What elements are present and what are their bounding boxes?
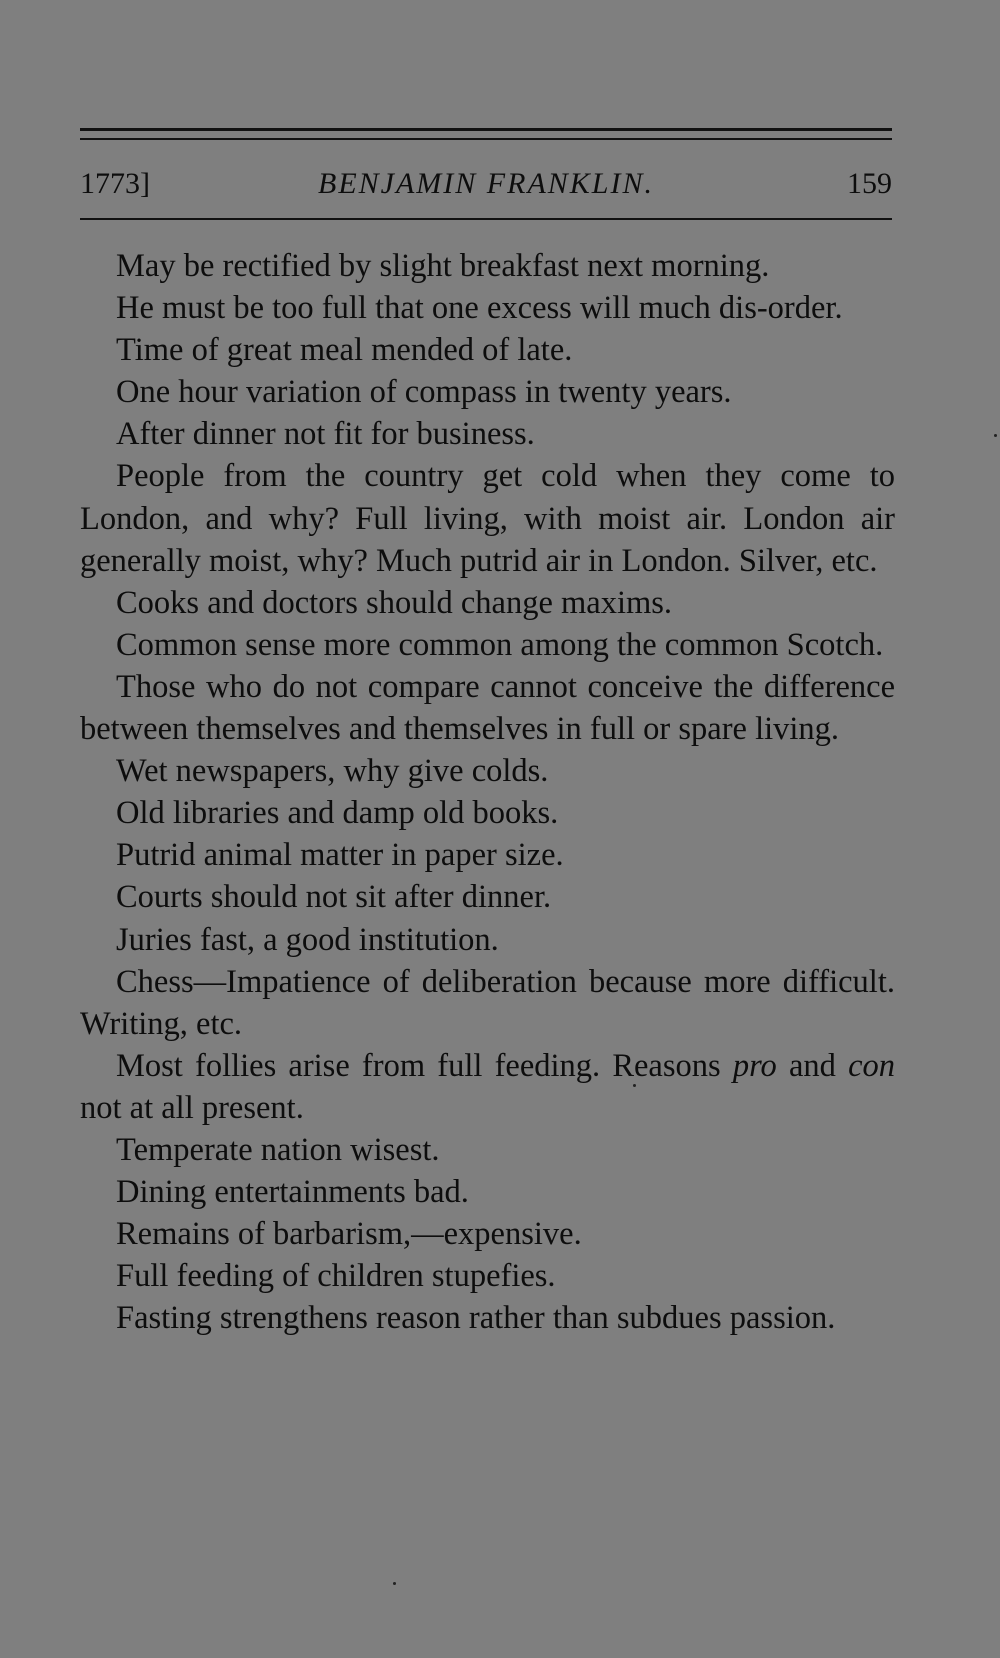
paragraph: Old libraries and damp old books. xyxy=(116,795,559,832)
paragraph: Remains of barbarism,—expensive. xyxy=(116,1216,582,1253)
head-rule xyxy=(80,218,892,220)
paragraph: Those who do not compare cannot conceive the difference between themselves and themselves in full or spare living. xyxy=(80,668,895,748)
paragraph: Fasting strengthens reason rather than subdues passion. xyxy=(116,1300,836,1337)
paragraph: Dining entertainments bad. xyxy=(116,1174,469,1211)
top-rule xyxy=(80,128,892,131)
top-rule-inner xyxy=(80,138,892,140)
paragraph: He must be too full that one excess will much dis-order. xyxy=(116,290,843,327)
paragraph: Temperate nation wisest. xyxy=(116,1131,440,1168)
paragraph: After dinner not fit for business. xyxy=(116,416,535,453)
paragraph: Full feeding of children stupefies. xyxy=(116,1258,556,1295)
body-text xyxy=(80,245,895,1339)
ink-speck xyxy=(393,1582,396,1585)
ink-speck xyxy=(633,1084,636,1087)
paragraph: Juries fast, a good institution. xyxy=(116,921,499,958)
paragraph xyxy=(80,1045,895,1129)
paragraph: May be rectified by slight breakfast next morning. xyxy=(116,248,770,284)
paragraph: Time of great meal mended of late. xyxy=(116,332,573,369)
paragraph: People from the country get cold when they come to London, and why? Full living, with moist air. London air generally moist, why? Much putrid air in London. Silver, etc. xyxy=(80,458,895,579)
paragraph-text: and xyxy=(776,1047,849,1084)
paragraph: Cooks and doctors should change maxims. xyxy=(116,584,673,621)
page-number: 159 xyxy=(847,167,892,200)
paragraph: Chess—Impatience of deliberation because more difficult. Writing, etc. xyxy=(80,963,895,1042)
italic-term-con: con xyxy=(848,1047,895,1084)
running-head xyxy=(80,164,892,204)
paragraph: Wet newspapers, why give colds. xyxy=(116,753,549,790)
ink-speck xyxy=(994,434,997,437)
paragraph: Common sense more common among the common Scotch. xyxy=(116,626,884,663)
paragraph: Courts should not sit after dinner. xyxy=(116,879,552,916)
running-head-year: 1773] xyxy=(80,167,150,200)
paragraph-text: Most follies arise from full feeding. Reasons xyxy=(116,1047,733,1084)
paragraph: One hour variation of compass in twenty years. xyxy=(116,374,732,411)
paragraph: Putrid animal matter in paper size. xyxy=(116,837,564,874)
running-head-title: BENJAMIN FRANKLIN. xyxy=(318,167,654,200)
paragraph-text: not at all present. xyxy=(80,1089,304,1126)
italic-term-pro: pro xyxy=(732,1047,777,1084)
